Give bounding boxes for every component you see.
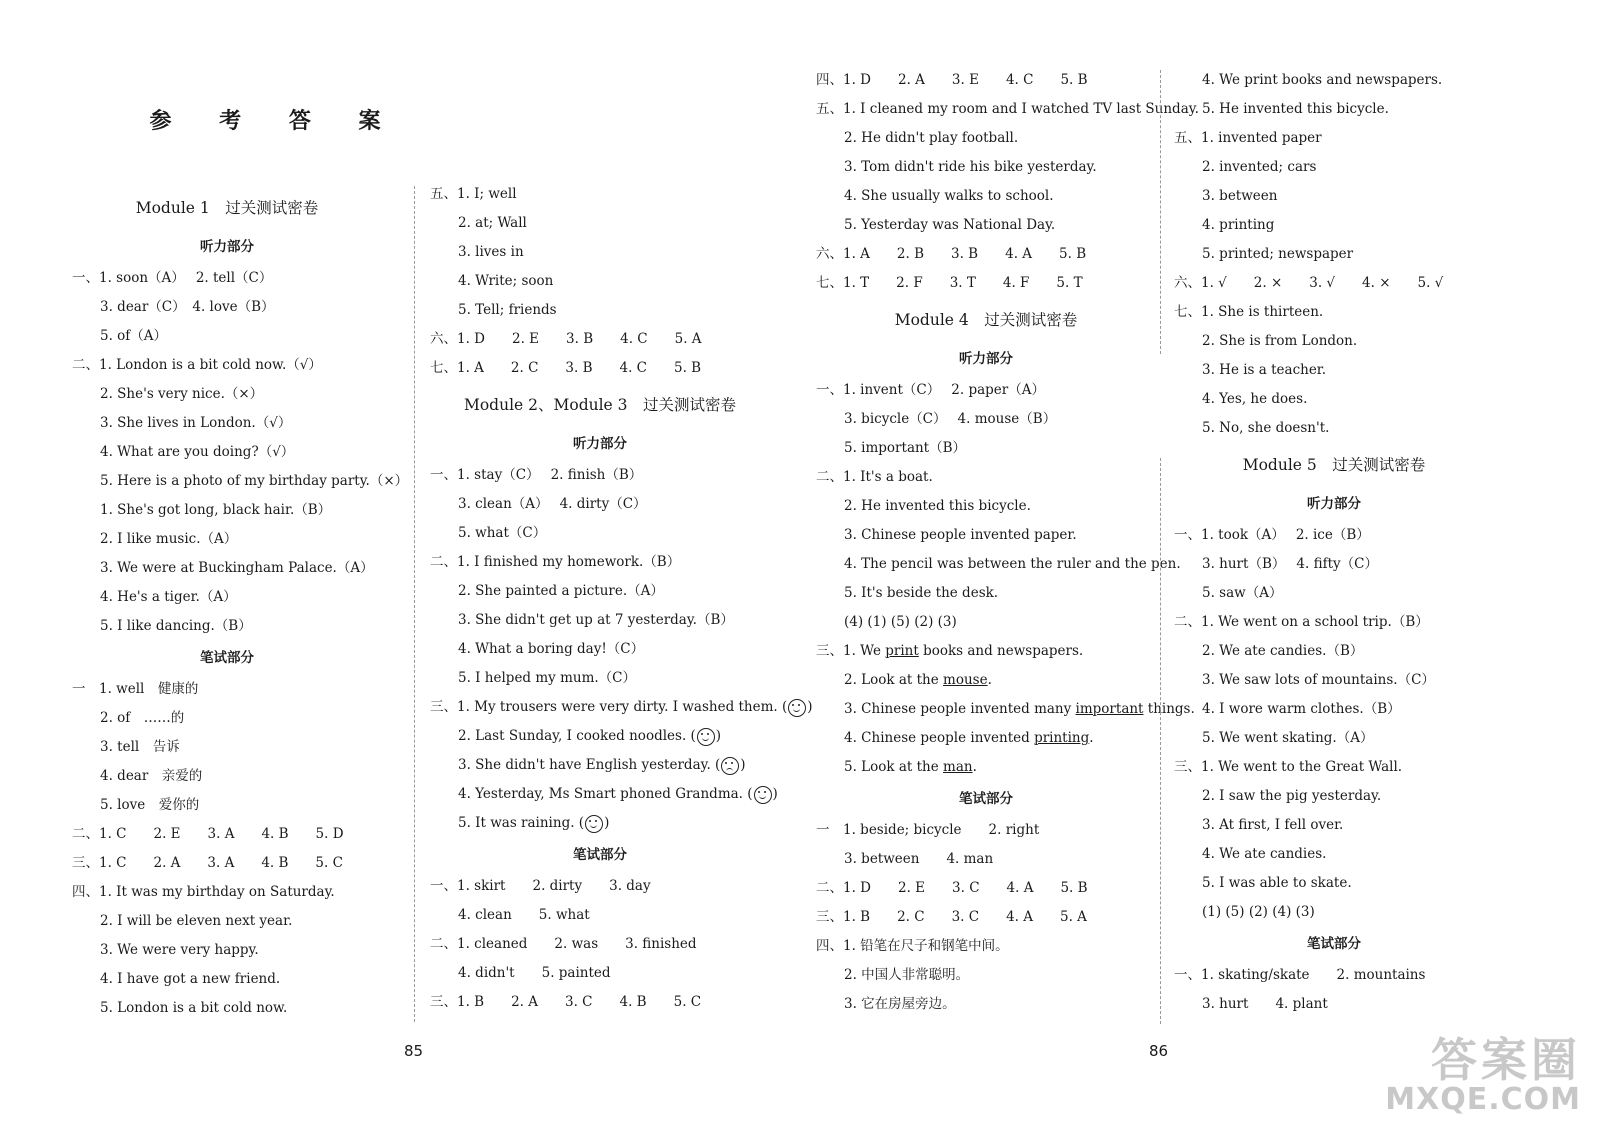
answer-line xyxy=(1174,95,1494,124)
answer-line xyxy=(430,959,770,988)
answer-text: 3. She lives in London.（√） xyxy=(100,415,292,431)
answer-line xyxy=(816,269,1156,298)
answer-line xyxy=(816,492,1156,521)
answer-line xyxy=(1174,637,1494,666)
smiley-face-icon xyxy=(585,815,603,833)
answer-line xyxy=(816,153,1156,182)
answer-line xyxy=(72,965,382,994)
answer-text: 五、1. invented paper xyxy=(1174,130,1322,146)
answer-text: 5. Look at the xyxy=(844,759,944,775)
answer-line xyxy=(1174,153,1494,182)
answer-text: 3. We were at Buckingham Palace.（A） xyxy=(100,560,374,576)
answer-column-1 xyxy=(72,186,409,1023)
answer-text: 2. invented; cars xyxy=(1202,159,1317,175)
answer-line xyxy=(430,901,770,930)
answer-line xyxy=(816,240,1156,269)
answer-text-end: . xyxy=(1089,730,1094,746)
answer-text: 5. Yesterday was National Day. xyxy=(844,217,1056,233)
answer-text-end: things. xyxy=(1143,701,1195,717)
answer-text: 4. Write; soon xyxy=(458,273,554,289)
answer-line xyxy=(816,961,1156,990)
answer-line xyxy=(72,907,382,936)
answer-text: 5. It's beside the desk. xyxy=(844,585,999,601)
column-divider xyxy=(414,186,415,1022)
answer-line xyxy=(72,525,382,554)
answer-text: 五、1. I cleaned my room and I watched TV last Sunday. xyxy=(816,101,1199,117)
answer-text: 七、1. T 2. F 3. T 4. F 5. T xyxy=(816,275,1083,291)
answer-line xyxy=(1174,550,1494,579)
answer-line xyxy=(72,791,382,820)
answer-text-end: . xyxy=(987,672,992,688)
answer-text: 一 1. beside; bicycle 2. right xyxy=(816,822,1040,838)
answer-text: 3. Chinese people invented many xyxy=(844,701,1076,717)
answer-line xyxy=(816,124,1156,153)
answer-line xyxy=(816,608,1156,637)
answer-line xyxy=(430,577,770,606)
answer-line xyxy=(816,182,1156,211)
answer-text: 4. didn't 5. painted xyxy=(458,965,611,981)
answer-text: 三、1. C 2. A 3. A 4. B 5. C xyxy=(72,855,343,871)
answer-text: 二、1. I finished my homework.（B） xyxy=(430,554,681,570)
watermark-url: MXQE.COM xyxy=(1385,1082,1581,1117)
answer-text: 四、1. It was my birthday on Saturday. xyxy=(72,884,335,900)
answer-text: 3. clean（A） 4. dirty（C） xyxy=(458,496,647,512)
answer-text: 六、1. √ 2. × 3. √ 4. × 5. √ xyxy=(1174,275,1444,291)
answer-text: 4. What a boring day!（C） xyxy=(458,641,645,657)
answer-line xyxy=(816,521,1156,550)
answer-text: 二、1. We went on a school trip.（B） xyxy=(1174,614,1429,630)
answer-text: 5. Here is a photo of my birthday party.（×） xyxy=(100,473,409,489)
answer-line xyxy=(430,548,770,577)
answer-line xyxy=(816,903,1156,932)
module-heading: Module 2、Module 3 过关测试密卷 xyxy=(463,396,737,414)
answer-text: 一、1. took（A） 2. ice（B） xyxy=(1174,527,1370,543)
answer-line xyxy=(1174,840,1494,869)
closing-paren: ) xyxy=(740,757,746,773)
answer-line xyxy=(1174,269,1494,298)
underlined-word: printing xyxy=(1034,730,1090,746)
section-heading: 听力部分 xyxy=(1307,496,1361,512)
answer-line xyxy=(430,296,770,325)
answer-line xyxy=(72,733,382,762)
answer-text: 3. She didn't have English yesterday. ( xyxy=(458,757,721,773)
module-heading: Module 1 过关测试密卷 xyxy=(135,199,319,217)
answer-line xyxy=(430,519,770,548)
answer-text-end: books and newspapers. xyxy=(918,643,1084,659)
smiley-face-icon xyxy=(788,699,806,717)
answer-text: 3. We were very happy. xyxy=(100,942,259,958)
section-heading: 笔试部分 xyxy=(573,847,627,863)
answer-line xyxy=(430,988,770,1017)
answer-line xyxy=(72,820,382,849)
answer-line xyxy=(72,878,382,907)
watermark-logo: 答案圈 xyxy=(1431,1033,1581,1087)
answer-line xyxy=(1174,666,1494,695)
section-heading: 听力部分 xyxy=(200,239,254,255)
answer-line xyxy=(816,932,1156,961)
answer-line xyxy=(72,496,382,525)
answer-line xyxy=(1174,811,1494,840)
answer-line xyxy=(72,264,382,293)
answer-text: 2. She's very nice.（×） xyxy=(100,386,264,402)
answer-text: 4. dear 亲爱的 xyxy=(100,768,203,784)
answer-text: 3. hurt（B） 4. fifty（C） xyxy=(1202,556,1378,572)
answer-text: 4. I wore warm clothes.（B） xyxy=(1202,701,1401,717)
answer-text: 5. printed; newspaper xyxy=(1202,246,1354,262)
answer-line xyxy=(72,554,382,583)
answer-text: 六、1. D 2. E 3. B 4. C 5. A xyxy=(430,331,702,347)
answer-text: 3. He is a teacher. xyxy=(1202,362,1327,378)
section-heading: 听力部分 xyxy=(573,436,627,452)
answer-text: 5. saw（A） xyxy=(1202,585,1283,601)
answer-line xyxy=(1174,579,1494,608)
answer-text: 3. lives in xyxy=(458,244,524,260)
section-heading: 笔试部分 xyxy=(200,650,254,666)
answer-text: 四、1. D 2. A 3. E 4. C 5. B xyxy=(816,72,1088,88)
answer-text: 二、1. cleaned 2. was 3. finished xyxy=(430,936,697,952)
answer-text: 5. I helped my mum.（C） xyxy=(458,670,636,686)
answer-line xyxy=(816,463,1156,492)
answer-text: 5. I like dancing.（B） xyxy=(100,618,252,634)
answer-text: 4. printing xyxy=(1202,217,1275,233)
answer-line xyxy=(72,409,382,438)
module-heading: Module 5 过关测试密卷 xyxy=(1242,456,1426,474)
answer-text: 3. tell 告诉 xyxy=(100,739,180,755)
answer-line xyxy=(1174,608,1494,637)
module-heading: Module 4 过关测试密卷 xyxy=(894,311,1078,329)
answer-text: 2. He invented this bicycle. xyxy=(844,498,1031,514)
answer-text: 2. Last Sunday, I cooked noodles. ( xyxy=(458,728,696,744)
answer-line xyxy=(430,780,778,809)
answer-text: 4. We print books and newspapers. xyxy=(1202,72,1443,88)
answer-text: 2. Look at the xyxy=(844,672,944,688)
answer-text: 一、1. soon（A） 2. tell（C） xyxy=(72,270,273,286)
answer-text: 二、1. C 2. E 3. A 4. B 5. D xyxy=(72,826,344,842)
answer-line xyxy=(1174,298,1494,327)
answer-line xyxy=(1174,356,1494,385)
answer-line xyxy=(430,325,770,354)
answer-line xyxy=(816,816,1156,845)
answer-line xyxy=(1174,385,1494,414)
answer-line xyxy=(430,809,770,838)
closing-paren: ) xyxy=(604,815,610,831)
answer-line xyxy=(816,66,1156,95)
answer-text: 三、1. B 2. A 3. C 4. B 5. C xyxy=(430,994,702,1010)
answer-text: 5. He invented this bicycle. xyxy=(1202,101,1389,117)
page-number-left: 85 xyxy=(404,1042,424,1060)
answer-text: 一、1. skating/skate 2. mountains xyxy=(1174,967,1426,983)
answer-text: (1) (5) (2) (4) (3) xyxy=(1202,904,1315,920)
answer-line xyxy=(816,753,1156,782)
answer-line xyxy=(72,322,382,351)
answer-line xyxy=(1174,724,1494,753)
answer-line xyxy=(430,354,770,383)
answer-text: 2. at; Wall xyxy=(458,215,527,231)
answer-line xyxy=(430,635,770,664)
answer-text: 2. of ……的 xyxy=(100,710,185,726)
answer-line xyxy=(72,994,382,1023)
answer-text: 2. 中国人非常聪明。 xyxy=(844,967,970,983)
answer-line xyxy=(816,874,1156,903)
answer-text: 5. love 爱你的 xyxy=(100,797,200,813)
answer-line xyxy=(430,664,770,693)
answer-line xyxy=(72,293,382,322)
answer-line xyxy=(816,550,1181,579)
answer-line xyxy=(72,612,382,641)
closing-paren: ) xyxy=(807,699,813,715)
answer-text: 4. Yes, he does. xyxy=(1202,391,1308,407)
answer-text: 5. of（A） xyxy=(100,328,168,344)
column-divider xyxy=(1160,458,1161,1024)
answer-line xyxy=(816,376,1156,405)
answer-text: 一、1. skirt 2. dirty 3. day xyxy=(430,878,651,894)
answer-text: 3. bicycle（C） 4. mouse（B） xyxy=(844,411,1057,427)
answer-text: 2. He didn't play football. xyxy=(844,130,1019,146)
answer-text-end: . xyxy=(972,759,977,775)
answer-text: 七、1. She is thirteen. xyxy=(1174,304,1324,320)
answer-text: 2. She is from London. xyxy=(1202,333,1358,349)
answer-text: 5. important（B） xyxy=(844,440,967,456)
answer-line xyxy=(1174,327,1494,356)
answer-column-2 xyxy=(430,180,813,1017)
answer-text: 3. hurt 4. plant xyxy=(1202,996,1328,1012)
answer-line xyxy=(430,606,770,635)
answer-text: 3. Chinese people invented paper. xyxy=(844,527,1077,543)
answer-text: 4. The pencil was between the ruler and the pen. xyxy=(844,556,1181,572)
answer-line xyxy=(1174,990,1494,1019)
underlined-word: important xyxy=(1075,701,1144,717)
answer-text: 5. No, she doesn't. xyxy=(1202,420,1330,436)
underlined-word: man xyxy=(943,759,973,775)
answer-line xyxy=(816,95,1199,124)
answer-text: 一、1. invent（C） 2. paper（A） xyxy=(816,382,1045,398)
section-heading: 笔试部分 xyxy=(959,791,1013,807)
answer-line xyxy=(72,704,382,733)
answer-text: 三、1. B 2. C 3. C 4. A 5. A xyxy=(816,909,1087,925)
answer-text: 3. between 4. man xyxy=(844,851,994,867)
answer-text: 5. I was able to skate. xyxy=(1202,875,1352,891)
answer-line xyxy=(1174,414,1494,443)
watermark xyxy=(1385,1033,1581,1117)
answer-text: 4. We ate candies. xyxy=(1202,846,1327,862)
answer-line xyxy=(430,180,770,209)
answer-text: 4. What are you doing?（√） xyxy=(100,444,295,460)
answer-line xyxy=(72,675,382,704)
answer-text: 4. He's a tiger.（A） xyxy=(100,589,237,605)
section-heading: 笔试部分 xyxy=(1307,936,1361,952)
answer-text: 三、1. My trousers were very dirty. I washed them. ( xyxy=(430,699,788,715)
answer-text: (4) (1) (5) (2) (3) xyxy=(844,614,957,630)
answer-column-4 xyxy=(1174,66,1494,1019)
answer-text: 3. dear（C） 4. love（B） xyxy=(100,299,275,315)
answer-text: 3. 它在房屋旁边。 xyxy=(844,996,956,1012)
answer-line xyxy=(72,467,409,496)
answer-text: 1. She's got long, black hair.（B） xyxy=(100,502,332,518)
answer-line xyxy=(816,211,1156,240)
answer-line xyxy=(1174,182,1494,211)
answer-text: 5. We went skating.（A） xyxy=(1202,730,1374,746)
answer-line xyxy=(816,845,1156,874)
answer-text: 一 1. well 健康的 xyxy=(72,681,199,697)
answer-line xyxy=(1174,753,1494,782)
answer-line xyxy=(72,936,382,965)
answer-text: 六、1. A 2. B 3. B 4. A 5. B xyxy=(816,246,1087,262)
answer-line xyxy=(1174,898,1494,927)
answer-line xyxy=(430,238,770,267)
answer-text: 2. I saw the pig yesterday. xyxy=(1202,788,1382,804)
answer-text: 五、1. I; well xyxy=(430,186,517,202)
answer-text: 3. between xyxy=(1202,188,1278,204)
answer-line xyxy=(816,695,1195,724)
answer-line xyxy=(72,438,382,467)
answer-line xyxy=(1174,211,1494,240)
answer-text: 5. London is a bit cold now. xyxy=(100,1000,288,1016)
answer-line xyxy=(430,693,813,722)
answer-line xyxy=(816,405,1156,434)
underlined-word: print xyxy=(885,643,919,659)
answer-text: 5. It was raining. ( xyxy=(458,815,585,831)
answer-text: 二、1. London is a bit cold now.（√） xyxy=(72,357,322,373)
sad-face-icon xyxy=(721,757,739,775)
answer-text: 5. Tell; friends xyxy=(458,302,557,318)
answer-line xyxy=(1174,961,1494,990)
answer-text: 七、1. A 2. C 3. B 4. C 5. B xyxy=(430,360,702,376)
answer-line xyxy=(816,990,1156,1019)
answer-line xyxy=(72,762,382,791)
page-title: 参 考 答 案 xyxy=(149,108,401,134)
answer-text: 三、1. We went to the Great Wall. xyxy=(1174,759,1403,775)
answer-line xyxy=(1174,695,1494,724)
closing-paren: ) xyxy=(715,728,722,744)
answer-line xyxy=(430,209,770,238)
answer-text: 2. I will be eleven next year. xyxy=(100,913,293,929)
closing-paren: ) xyxy=(772,786,778,802)
answer-text: 3. Tom didn't ride his bike yesterday. xyxy=(844,159,1097,175)
answer-line xyxy=(430,490,770,519)
answer-line xyxy=(1174,124,1494,153)
smiley-face-icon xyxy=(754,786,772,804)
underlined-word: mouse xyxy=(943,672,988,688)
answer-text: 5. what（C） xyxy=(458,525,547,541)
answer-text: 3. She didn't get up at 7 yesterday.（B） xyxy=(458,612,734,628)
answer-line xyxy=(1174,66,1494,95)
answer-line xyxy=(72,849,382,878)
answer-text: 4. I have got a new friend. xyxy=(100,971,281,987)
answer-line xyxy=(816,724,1156,753)
answer-text: 二、1. D 2. E 3. C 4. A 5. B xyxy=(816,880,1088,896)
answer-line xyxy=(816,434,1156,463)
answer-line xyxy=(72,351,382,380)
section-heading: 听力部分 xyxy=(959,351,1013,367)
answer-line xyxy=(430,267,770,296)
answer-line xyxy=(816,666,1156,695)
answer-text: 2. She painted a picture.（A） xyxy=(458,583,664,599)
answer-line xyxy=(430,461,770,490)
answer-column-3 xyxy=(816,66,1199,1019)
answer-line xyxy=(816,637,1156,666)
answer-text: 4. Yesterday, Ms Smart phoned Grandma. ( xyxy=(458,786,753,802)
answer-text: 3. We saw lots of mountains.（C） xyxy=(1202,672,1435,688)
answer-text: 4. Chinese people invented xyxy=(844,730,1035,746)
answer-line xyxy=(1174,869,1494,898)
answer-text: 2. I like music.（A） xyxy=(100,531,238,547)
answer-line xyxy=(430,751,770,780)
answer-line xyxy=(1174,521,1494,550)
smiley-face-icon xyxy=(697,728,715,746)
answer-text: 四、1. 铅笔在尺子和钢笔中间。 xyxy=(816,938,1009,954)
page-number-right: 86 xyxy=(1149,1042,1169,1060)
answer-text: 4. clean 5. what xyxy=(458,907,590,923)
answer-line xyxy=(816,579,1156,608)
answer-text: 三、1. We xyxy=(816,643,886,659)
answer-line xyxy=(430,872,770,901)
answer-line xyxy=(1174,782,1494,811)
answer-line xyxy=(430,930,770,959)
column-divider xyxy=(1160,70,1161,354)
answer-text: 2. We ate candies.（B） xyxy=(1202,643,1364,659)
answer-text: 二、1. It's a boat. xyxy=(816,469,933,485)
answer-line xyxy=(1174,240,1494,269)
answer-line xyxy=(72,583,382,612)
answer-text: 一、1. stay（C） 2. finish（B） xyxy=(430,467,643,483)
answer-line xyxy=(72,380,382,409)
answer-text: 3. At first, I fell over. xyxy=(1202,817,1344,833)
answer-text: 4. She usually walks to school. xyxy=(844,188,1054,204)
answer-line xyxy=(430,722,770,751)
